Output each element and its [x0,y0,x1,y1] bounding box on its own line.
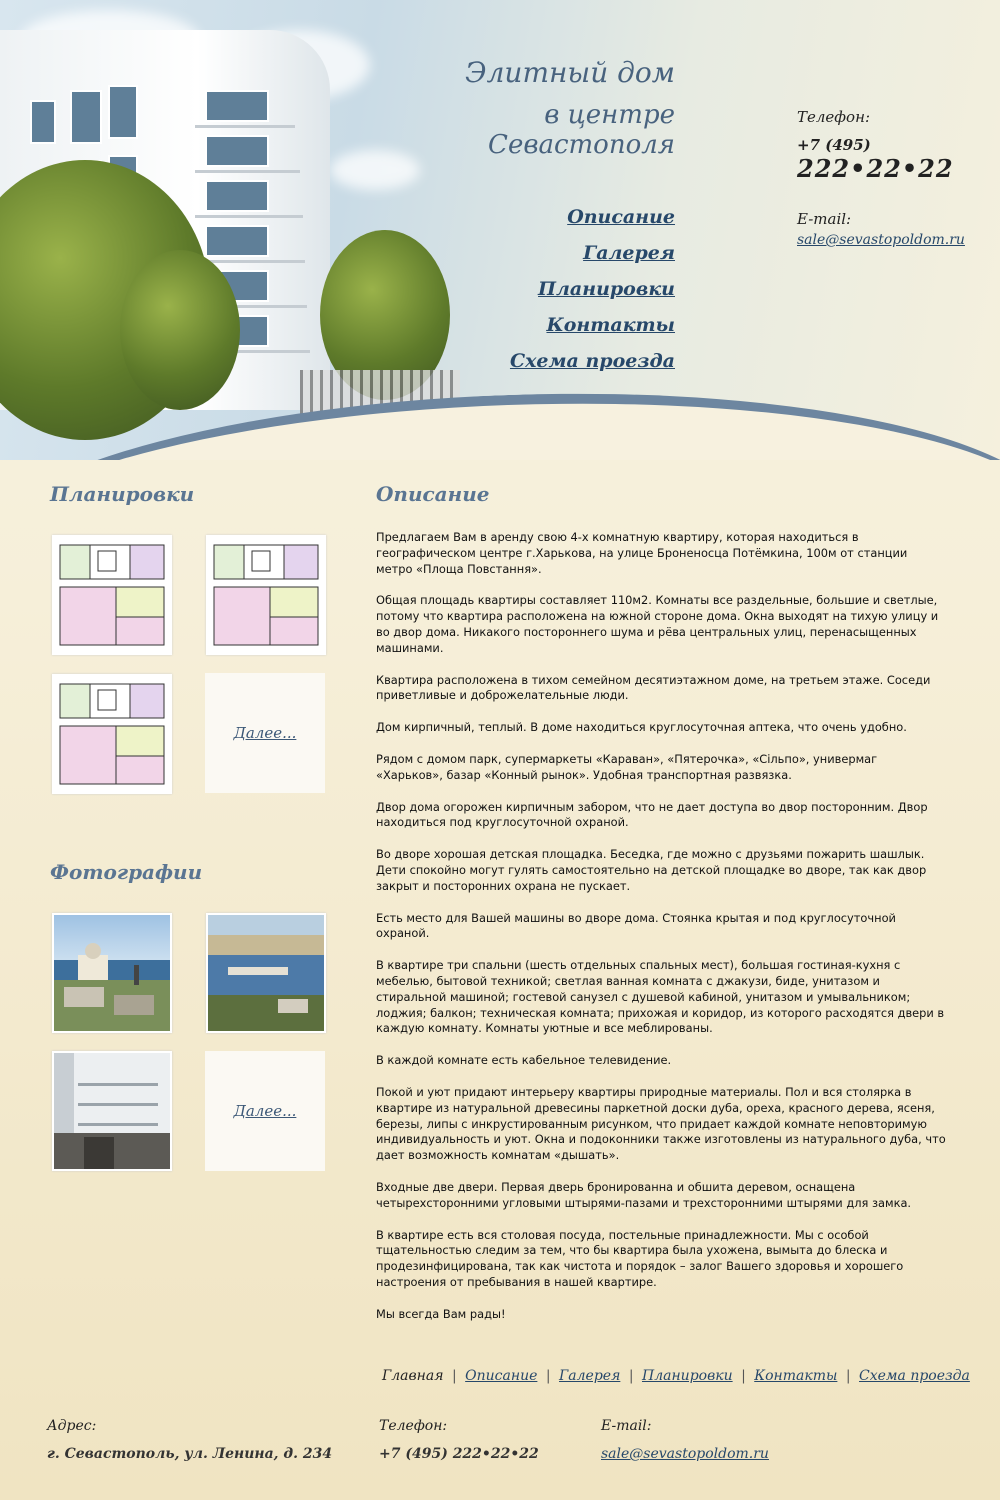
header-email [797,210,965,248]
footer-address [47,1418,332,1462]
trees [120,250,240,410]
site-title [465,58,675,160]
paragraph: Квартира расположена в тихом семейном десятиэтажном доме, на третьем этаже. Соседи приветливые и доброжелательные люди. [376,672,931,703]
header-phone [797,108,954,183]
title-line-3: Севастополя [488,130,675,160]
email-label: E-mail: [797,210,852,228]
phone-code: +7 (495) [797,136,871,154]
plans-more-box [205,673,325,793]
photos-more-box [205,1051,325,1171]
footer-phone-label: Телефон: [379,1418,448,1434]
footer-phone-value: +7 (495) 222•22•22 [379,1446,539,1462]
paragraph: Предлагаем Вам в аренду свою 4-х комнатную квартиру, которая находиться в географическом центре г.Харькова, на улице Броненосца Потёмкина, 100м от станции метро «Площа Повстання». [376,530,908,576]
phone-number: 222•22•22 [797,154,954,183]
title-line-1: Элитный дом [465,56,675,89]
footer-nav: Главная | Описание | Галерея | Планировки | Контакты | Схема проезда [382,1368,970,1384]
photos-more-link[interactable]: Далее... [233,1102,297,1120]
footer-nav-contacts[interactable]: Контакты [754,1368,838,1384]
paragraph: Двор дома огорожен кирпичным забором, что не дает доступа во двор посторонним. Двор находиться под круглосуточной охраной. [376,799,928,830]
paragraph: Во дворе хорошая детская площадка. Беседка, где можно с друзьями пожарить шашлык. Дети спокойно могут гулять самостоятельно на детской площадке во дворе, так как двор закрыт и посторонних охрана не пускает. [376,847,927,893]
paragraph: В квартире три спальни (шесть отдельных спальных мест), большая гостиная-кухня с мебелью, бытовой техникой; светлая ванная комната с джакузи, биде, унитазом и стиральной машиной; гостевой санузел с душевой кабиной, унитазом и умывальником; лоджия; балкон; техническая комната; прихожая и коридор, из которого расходятся двери в каждую комнату. Комнаты уютные и все меблированы. [376,958,945,1036]
phone-label: Телефон: [797,108,871,126]
footer-phone [379,1418,539,1462]
email-link[interactable]: sale@sevastopoldom.ru [797,232,965,248]
paragraph: Входные две двери. Первая дверь бронированна и обшита деревом, оснащена четырехсторонними угловыми штырями-пазами и трехсторонними штырями для замка. [376,1179,912,1210]
title-line-2: в центре [544,100,675,130]
paragraph: Общая площадь квартиры составляет 110м2. Комнаты все раздельные, большие и светлые, потому что квартира расположена на южной стороне дома. Окна выходят на тихую улицу и во двор дома. Никакого постороннего шума и рёва центральных улиц, перенасыщенных машинами. [376,593,939,655]
paragraph: В каждой комнате есть кабельное телевидение. [376,1053,672,1068]
nav-directions[interactable]: Схема проезда [509,350,675,372]
address-label: Адрес: [47,1418,97,1434]
plan-thumbnail[interactable] [206,535,326,655]
nav-description[interactable]: Описание [567,206,675,228]
paragraph: Дом кирпичный, теплый. В доме находиться круглосуточная аптека, что очень удобно. [376,720,907,735]
plans-heading: Планировки [50,482,195,506]
paragraph: В квартире есть вся столовая посуда, постельные принадлежности. Мы с особой тщательностью следим за тем, что бы квартира была ухожена, вымыта до блеска и продезинфицирована, так как чистота и порядок – залог Вашего здоровья и хорошего настроения от пребывания в нашей квартире. [376,1227,904,1289]
paragraph: Рядом с домом парк, супермаркеты «Караван», «Пятерочка», «Сільпо», универмаг «Харьков», базар «Конный рынок». Удобная транспортная развязка. [376,751,878,782]
plan-thumbnail[interactable] [52,535,172,655]
description-heading: Описание [376,482,490,506]
paragraph: Мы всегда Вам рады! [376,1306,506,1321]
footer-email [601,1418,769,1462]
address-value: г. Севастополь, ул. Ленина, д. 234 [47,1446,333,1462]
nav-gallery[interactable]: Галерея [583,242,675,264]
nav-contacts[interactable]: Контакты [546,314,675,336]
paragraph: Есть место для Вашей машины во дворе дома. Стоянка крытая и под круглосуточной охраной. [376,910,896,941]
photo-thumbnail[interactable] [52,913,172,1033]
photo-thumbnail[interactable] [206,913,326,1033]
footer-nav-home: Главная [382,1368,444,1384]
main-nav [510,205,675,385]
plans-more-link[interactable]: Далее... [233,724,297,742]
footer-nav-plans[interactable]: Планировки [641,1368,733,1384]
header-banner [0,0,1000,460]
footer-email-link[interactable]: sale@sevastopoldom.ru [601,1446,769,1462]
description-text [376,530,946,1338]
photo-thumbnail[interactable] [52,1051,172,1171]
nav-plans[interactable]: Планировки [538,278,675,300]
photos-heading: Фотографии [50,860,203,884]
plan-thumbnail[interactable] [52,674,172,794]
footer-nav-directions[interactable]: Схема проезда [859,1368,970,1384]
footer-nav-gallery[interactable]: Галерея [559,1368,621,1384]
paragraph: Покой и уют придают интерьеру квартиры природные материалы. Пол и вся столярка в квартире из натуральной древесины паркетной доски дуба, ореха, красного дерева, ясеня, березы, липы с инкрустированным рисунком, что придает каждой комнате неповторимую индивидуальность и уют. Окна и подоконники также изготовлены из натурального дуба, что дает возможность комнатам «дышать». [376,1084,946,1163]
cloud [330,150,420,190]
footer-nav-description[interactable]: Описание [465,1368,538,1384]
footer-email-label: E-mail: [601,1418,652,1434]
